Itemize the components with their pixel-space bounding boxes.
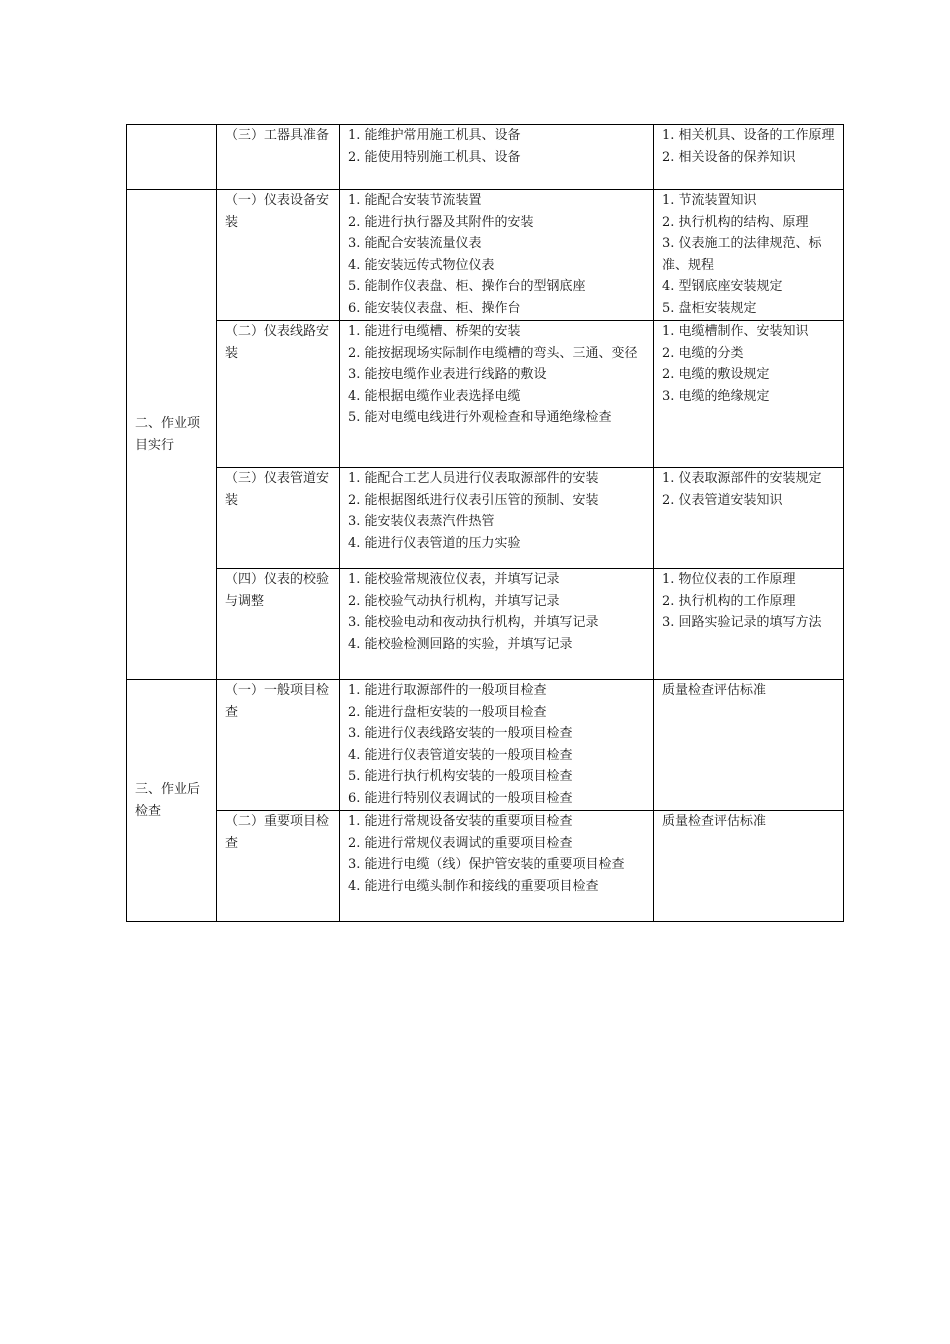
skill-line: 2. 能进行盘柜安装的一般项目检查	[348, 704, 547, 720]
skill-line: 6. 能安装仪表盘、柜、操作台	[348, 300, 521, 316]
skill-line: 5. 能对电缆电线进行外观检查和导通绝缘检查	[348, 410, 612, 426]
skill-line: 2. 能进行常规仪表调试的重要项目检查	[348, 835, 573, 851]
skill-line: 2. 能根据图纸进行仪表引压管的预制、安装	[348, 492, 599, 508]
skill-line: 4. 能进行仪表管道安装的一般项目检查	[348, 747, 573, 763]
skills-cell	[340, 190, 654, 321]
skill-line: 2. 能校验气动执行机构，并填写记录	[348, 593, 560, 609]
knowledge-line: 2. 仪表管道安装知识	[662, 492, 783, 508]
skill-line: 1. 能进行电缆槽、桥架的安装	[348, 324, 521, 339]
knowledge-line: 质量检查评估标准	[662, 683, 767, 698]
knowledge-cell	[654, 569, 844, 680]
section-title-execution: 二、作业项目实行	[127, 190, 217, 680]
knowledge-line: 2. 电缆的敷设规定	[662, 367, 770, 383]
skill-line: 4. 能校验检测回路的实验，并填写记录	[348, 636, 573, 652]
table-row	[127, 569, 844, 680]
knowledge-line: 1. 电缆槽制作、安装知识	[662, 324, 809, 339]
skill-line: 3. 能进行仪表线路安装的一般项目检查	[348, 726, 573, 742]
skill-line: 3. 能进行电缆（线）保护管安装的重要项目检查	[348, 857, 625, 873]
table-row	[127, 680, 844, 811]
skill-line: 5. 能进行执行机构安装的一般项目检查	[348, 769, 573, 785]
skills-cell	[340, 569, 654, 680]
knowledge-line: 1. 物位仪表的工作原理	[662, 572, 796, 587]
skill-line: 3. 能按电缆作业表进行线路的敷设	[348, 367, 547, 383]
knowledge-line: 1. 相关机具、设备的工作原理	[662, 128, 835, 143]
skill-line: 2. 能进行执行器及其附件的安装	[348, 214, 534, 230]
knowledge-line: 1. 节流装置知识	[662, 193, 757, 208]
table-row	[127, 125, 844, 190]
knowledge-cell	[654, 321, 844, 468]
skill-line: 6. 能进行特别仪表调试的一般项目检查	[348, 790, 573, 806]
skill-line: 4. 能进行仪表管道的压力实验	[348, 535, 521, 551]
table-row	[127, 321, 844, 468]
sub-item-piping-install: （三）仪表管道安装	[217, 468, 340, 569]
sub-item-tool-prep: （三）工器具准备	[217, 125, 340, 190]
section-cell-empty	[127, 125, 217, 190]
table-row	[127, 468, 844, 569]
knowledge-line: 2. 电缆的分类	[662, 345, 744, 361]
skills-cell	[340, 321, 654, 468]
skill-line: 1. 能维护常用施工机具、设备	[348, 128, 521, 143]
skills-table	[126, 124, 844, 922]
skill-line: 1. 能配合工艺人员进行仪表取源部件的安装	[348, 471, 599, 486]
knowledge-line: 4. 型钢底座安装规定	[662, 279, 783, 295]
skill-line: 1. 能进行常规设备安装的重要项目检查	[348, 814, 573, 829]
skill-line: 4. 能进行电缆头制作和接线的重要项目检查	[348, 878, 599, 894]
skill-line: 3. 能安装仪表蒸汽件热管	[348, 514, 495, 530]
sub-item-device-install: （一）仪表设备安装	[217, 190, 340, 321]
skill-line: 2. 能使用特别施工机具、设备	[348, 149, 521, 165]
skills-cell	[340, 125, 654, 190]
knowledge-cell	[654, 811, 844, 922]
skill-line: 1. 能校验常规液位仪表，并填写记录	[348, 572, 560, 587]
skill-line: 4. 能安装远传式物位仪表	[348, 257, 495, 273]
sub-item-general-check: （一）一般项目检查	[217, 680, 340, 811]
knowledge-line: 2. 执行机构的工作原理	[662, 593, 796, 609]
knowledge-line: 3. 仪表施工的法律规范、标准、规程	[662, 236, 822, 273]
section-title-post-check: 三、作业后检查	[127, 680, 217, 922]
table-row	[127, 811, 844, 922]
knowledge-line: 质量检查评估标准	[662, 814, 767, 829]
sub-item-wiring-install: （二）仪表线路安装	[217, 321, 340, 468]
skills-cell	[340, 680, 654, 811]
skills-cell	[340, 468, 654, 569]
knowledge-line: 2. 执行机构的结构、原理	[662, 214, 809, 230]
knowledge-cell	[654, 680, 844, 811]
knowledge-cell	[654, 468, 844, 569]
sub-item-key-check: （二）重要项目检查	[217, 811, 340, 922]
knowledge-line: 5. 盘柜安装规定	[662, 300, 757, 316]
skill-line: 5. 能制作仪表盘、柜、操作台的型钢底座	[348, 279, 586, 295]
knowledge-line: 3. 电缆的绝缘规定	[662, 388, 770, 404]
knowledge-line: 3. 回路实验记录的填写方法	[662, 615, 822, 631]
skills-cell	[340, 811, 654, 922]
skill-line: 2. 能按据现场实际制作电缆槽的弯头、三通、变径	[348, 345, 638, 361]
sub-item-calibration: （四）仪表的校验与调整	[217, 569, 340, 680]
table-row	[127, 190, 844, 321]
skill-line: 3. 能校验电动和夜动执行机构，并填写记录	[348, 615, 599, 631]
knowledge-line: 2. 相关设备的保养知识	[662, 149, 796, 165]
skill-line: 1. 能进行取源部件的一般项目检查	[348, 683, 547, 698]
knowledge-line: 1. 仪表取源部件的安装规定	[662, 471, 822, 486]
skill-line: 4. 能根据电缆作业表选择电缆	[348, 388, 521, 404]
knowledge-cell	[654, 125, 844, 190]
skill-line: 3. 能配合安装流量仪表	[348, 236, 482, 252]
skill-line: 1. 能配合安装节流装置	[348, 193, 482, 208]
knowledge-cell	[654, 190, 844, 321]
